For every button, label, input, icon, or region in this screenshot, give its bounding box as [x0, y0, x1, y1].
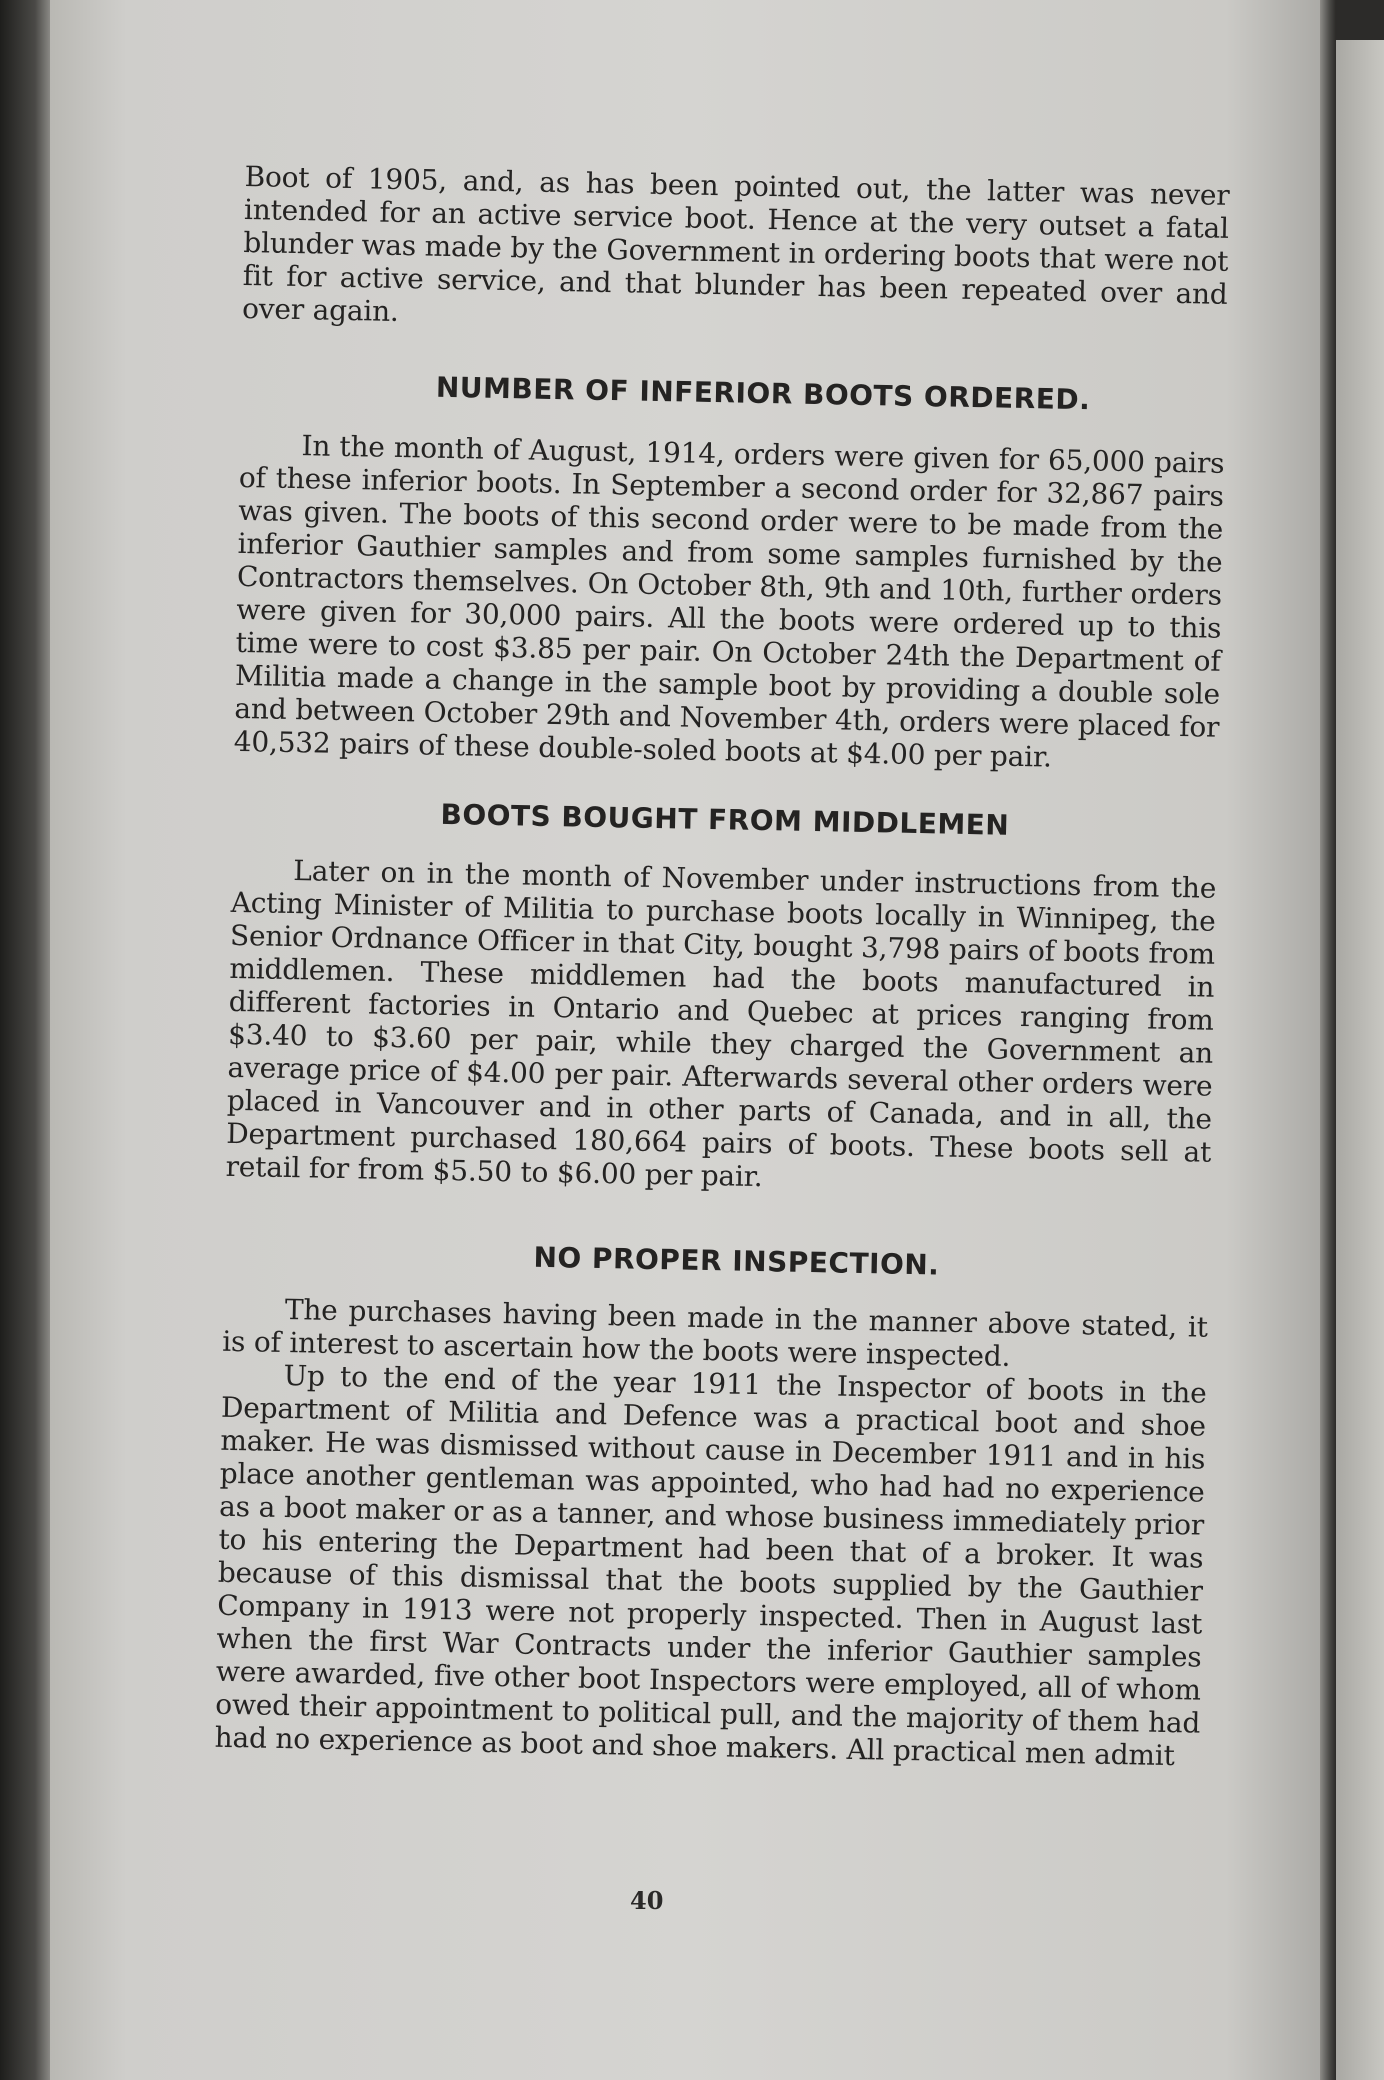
page-text: [214, 160, 1229, 1773]
paragraph-inspector: Up to the end of the year 1911 the Inspector of boots in the Department of Militia and Defence was a practical boot and shoe maker. He was dismissed without cause in December 1911 and in his place another gentleman was appointed, who had had no experience as a boot maker or as a tanner, and whose business immediately prior to his entering the Department had been that of a broker. It was because of this dismissal that the boots supplied by the Gauthier Company in 1913 were not properly inspected. Then in August last when the first War Contracts under the inferior Gauthier samples were awarded, five other boot Inspectors were employed, all of whom owed their appointment to political pull, and the majority of them had had no experience as boot and shoe makers. All practical men admit: [214, 1358, 1207, 1773]
paragraph-middlemen: Later on in the month of November under instructions from the Acting Minister of Militia to purchase boots locally in Winnipeg, the Senior Ordnance Officer in that City, bought 3,798 pairs of boots from middlemen. These middlemen had the boots manufactured in different factories in Ontario and Quebec at prices ranging from $3.40 to $3.60 per pair, while they charged the Government an average price of $4.00 per pair. Afterwards several other orders were placed in Vancouver and in other parts of Canada, and in all, the Department purchased 180,664 pairs of boots. These boots sell at retail for from $5.50 to $6.00 per pair.: [225, 854, 1217, 1194]
paragraph-orders: In the month of August, 1914, orders were given for 65,000 pairs of these inferior boots. In September a second order for 32,867 pairs was given. The boots of this second order were to be made from the inferior Gauthier samples and from some samples furnished by the Contractors themselves. On October 8th, 9th and 10th, further orders were given for 30,000 pairs. All the boots were ordered up to this time were to cost $3.85 per pair. On October 24th the Department of Militia made a change in the sample boot by providing a double sole and between October 29th and November 4th, orders were placed for 40,532 pairs of these double-soled boots at $4.00 per pair.: [233, 429, 1225, 774]
section-heading-inspection: NO PROPER INSPECTION.: [533, 1240, 940, 1282]
book-page: [50, 0, 1328, 2080]
section-heading-middlemen: BOOTS BOUGHT FROM MIDDLEMEN: [440, 797, 1010, 842]
paragraph-continued: Boot of 1905, and, as has been pointed out, the latter was never intended for an active service boot. Hence at the very outset a fatal blunder was made by the Government in ordering boots that were not fit for active service, and that blunder has been repeated over and over again.: [241, 160, 1230, 328]
page-number: 40: [630, 1886, 664, 1915]
facing-page-edge: [1336, 40, 1384, 2080]
section-heading-inferior-boots: NUMBER OF INFERIOR BOOTS ORDERED.: [435, 370, 1091, 417]
book-gutter: [1320, 0, 1336, 2080]
book-cover-edge: [0, 0, 50, 2080]
paragraph-purchases: The purchases having been made in the manner above stated, it is of interest to ascertain how the boots were inspected.: [222, 1292, 1209, 1373]
